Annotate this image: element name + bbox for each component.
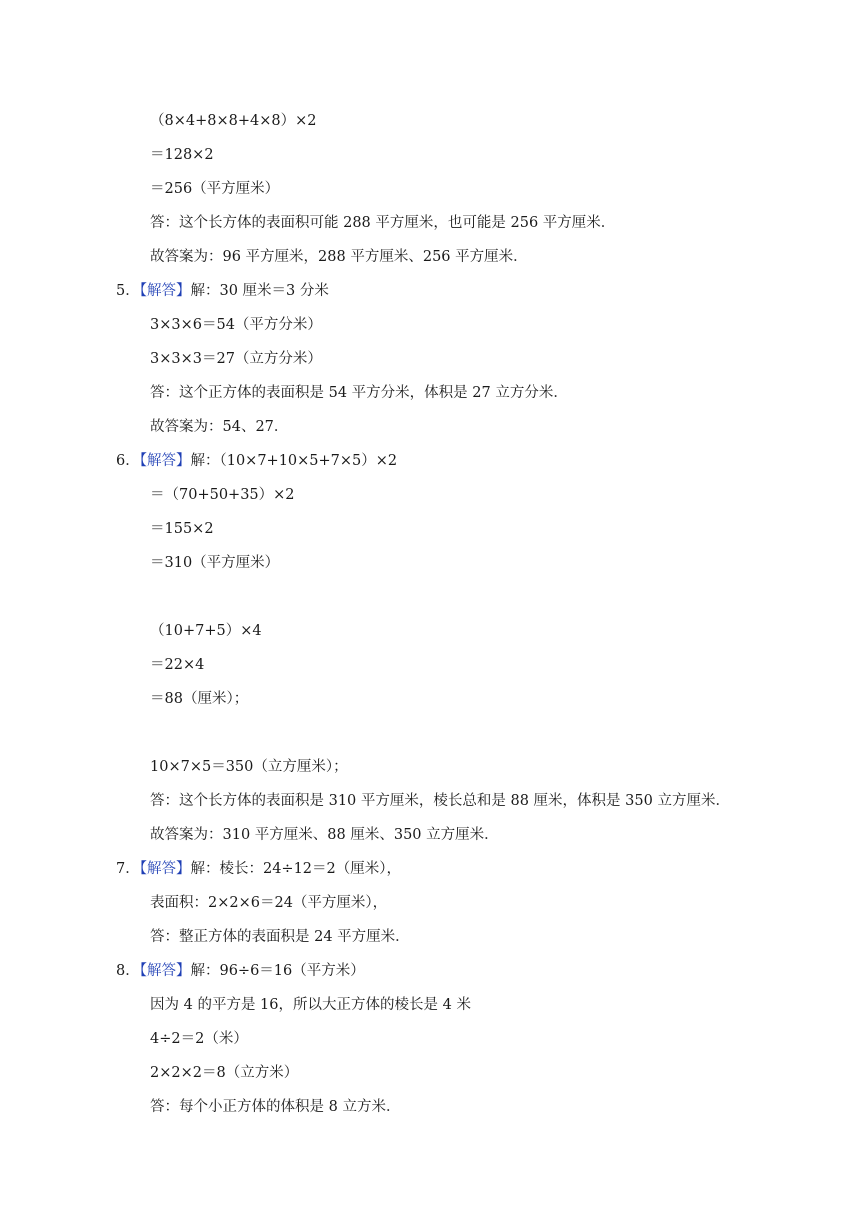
answer-tag: 【解答】 xyxy=(139,283,191,299)
final-answer-line: 故答案为：96 平方厘米，288 平方厘米、256 平方厘米． xyxy=(150,249,528,265)
question-head-text: 解：棱长：24÷12＝2（厘米）， xyxy=(190,861,402,877)
question-head-text: 解：30 厘米＝3 分米 xyxy=(190,283,329,299)
question-number: 7． xyxy=(116,861,140,877)
solution-line: ＝128×2 xyxy=(150,147,214,163)
solution-line: 表面积：2×2×6＝24（平方厘米）， xyxy=(150,895,388,911)
answer-tag: 【解答】 xyxy=(139,963,191,979)
solution-line: 4÷2＝2（米） xyxy=(150,1031,248,1047)
solution-line: ＝155×2 xyxy=(150,521,214,537)
question-head-text: 解：（10×7+10×5+7×5）×2 xyxy=(190,453,398,469)
final-answer-line: 故答案为：310 平方厘米、88 厘米、350 立方厘米． xyxy=(150,827,499,843)
solution-line: 2×2×2＝8（立方米） xyxy=(150,1065,299,1081)
solution-line: ＝310（平方厘米） xyxy=(150,555,280,571)
answer-line: 答：这个长方体的表面积可能 288 平方厘米，也可能是 256 平方厘米． xyxy=(150,215,616,231)
solution-line: ＝88（厘米）； xyxy=(150,691,249,707)
answer-tag: 【解答】 xyxy=(139,453,191,469)
answer-tag: 【解答】 xyxy=(139,861,191,877)
question-number: 6． xyxy=(116,453,140,469)
question-5-header xyxy=(116,281,329,301)
solution-line: 3×3×3＝27（立方分米） xyxy=(150,351,322,367)
question-number: 8． xyxy=(116,963,140,979)
solution-line: 10×7×5＝350（立方厘米）； xyxy=(150,759,348,775)
final-answer-line: 故答案为：54、27． xyxy=(150,419,289,435)
solution-line: （10+7+5）×4 xyxy=(150,623,262,639)
question-number: 5． xyxy=(116,283,140,299)
solution-line: 因为 4 的平方是 16，所以大正方体的棱长是 4 米 xyxy=(150,997,471,1013)
question-8-header xyxy=(116,961,365,981)
answer-line: 答：整正方体的表面积是 24 平方厘米． xyxy=(150,929,410,945)
solution-line: 3×3×6＝54（平方分米） xyxy=(150,317,322,333)
answer-line: 答：这个长方体的表面积是 310 平方厘米，棱长总和是 88 厘米，体积是 350 立方厘米． xyxy=(150,793,730,809)
question-head-text: 解：96÷6＝16（平方米） xyxy=(190,963,365,979)
answer-line: 答：这个正方体的表面积是 54 平方分米，体积是 27 立方分米． xyxy=(150,385,568,401)
question-7-header xyxy=(116,859,401,879)
solution-line: （8×4+8×8+4×8）×2 xyxy=(150,113,317,129)
question-6-header xyxy=(116,451,397,471)
solution-line: ＝256（平方厘米） xyxy=(150,181,280,197)
answer-line: 答：每个小正方体的体积是 8 立方米． xyxy=(150,1099,401,1115)
solution-line: ＝22×4 xyxy=(150,657,205,673)
solution-line: ＝（70+50+35）×2 xyxy=(150,487,295,503)
